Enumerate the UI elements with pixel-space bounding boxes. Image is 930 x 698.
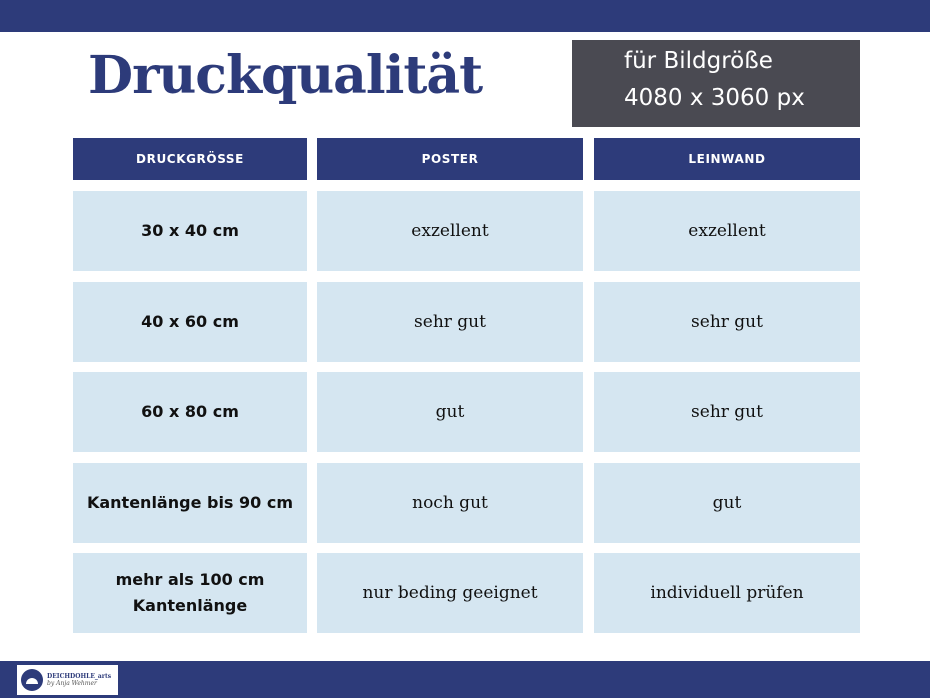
- row-5-size: mehr als 100 cm Kantenlänge: [73, 553, 307, 633]
- header-leinwand: LEINWAND: [594, 138, 860, 180]
- logo-signature: by Anja Wehmer: [47, 680, 97, 687]
- header-poster: POSTER: [317, 138, 583, 180]
- row-2-poster: sehr gut: [317, 282, 583, 362]
- page-title: Druckqualität: [88, 45, 483, 106]
- row-4-poster: noch gut: [317, 463, 583, 543]
- bird-logo-icon: [21, 669, 43, 691]
- top-bar: [0, 0, 930, 32]
- image-size-box: [572, 40, 860, 127]
- brand-logo[interactable]: [17, 665, 118, 695]
- row-1-size: 30 x 40 cm: [73, 191, 307, 271]
- image-size-value: 4080 x 3060 px: [624, 85, 805, 111]
- row-2-size: 40 x 60 cm: [73, 282, 307, 362]
- header-druckgroesse: DRUCKGRÖSSE: [73, 138, 307, 180]
- row-4-leinwand: gut: [594, 463, 860, 543]
- row-1-poster: exzellent: [317, 191, 583, 271]
- row-2-leinwand: sehr gut: [594, 282, 860, 362]
- row-3-poster: gut: [317, 372, 583, 452]
- logo-text: DEICHDOHLE_arts: [47, 672, 112, 680]
- row-3-size: 60 x 80 cm: [73, 372, 307, 452]
- row-3-leinwand: sehr gut: [594, 372, 860, 452]
- row-4-size: Kantenlänge bis 90 cm: [73, 463, 307, 543]
- row-1-leinwand: exzellent: [594, 191, 860, 271]
- image-size-label: für Bildgröße: [624, 48, 773, 74]
- row-5-leinwand: individuell prüfen: [594, 553, 860, 633]
- row-5-poster: nur beding geeignet: [317, 553, 583, 633]
- footer-bar: [0, 661, 930, 698]
